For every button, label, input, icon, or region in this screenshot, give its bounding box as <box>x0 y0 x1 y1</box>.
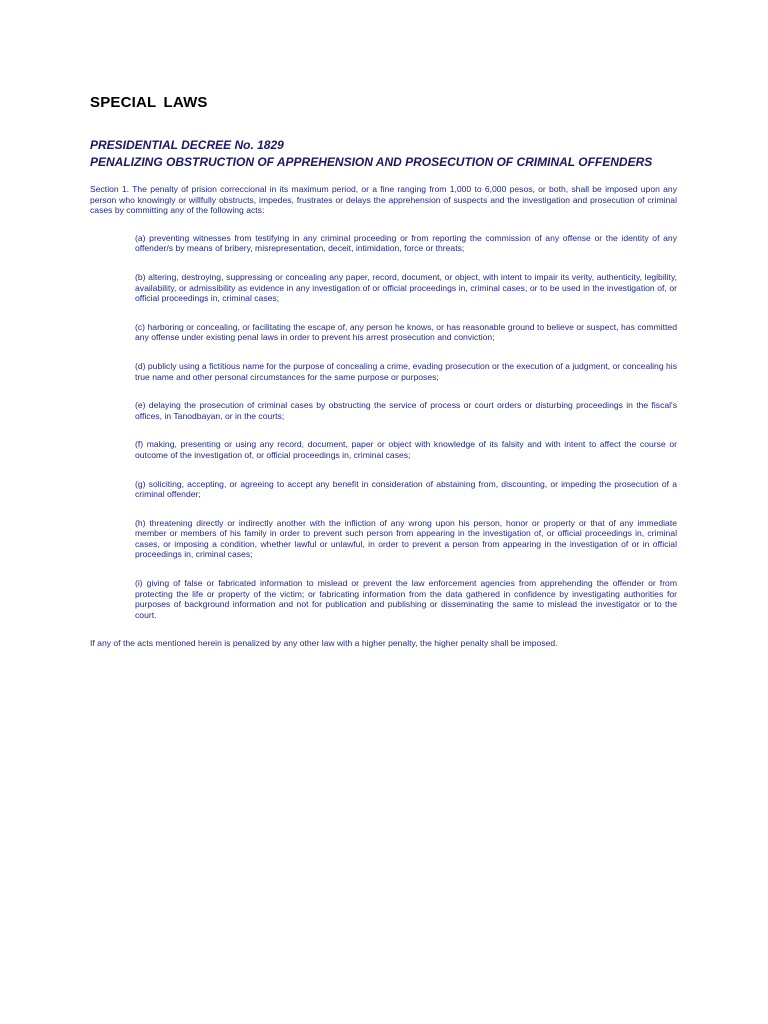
document-page <box>90 94 677 649</box>
list-item: (b) altering, destroying, suppressing or concealing any paper, record, document, or object, with intent to impair its verity, authenticity, legibility, availability, or admissibility as evidence in any investigation of or official proceedings in, criminal cases, or to be used in the investigation of, or official proceedings in, criminal cases; <box>135 271 677 304</box>
section-1-paragraph: Section 1. The penalty of prision correccional in its maximum period, or a fine ranging from 1,000 to 6,000 pesos, or both, shall be imposed upon any person who knowingly or willfully obstructs, impedes, frustrates or delays the apprehension of suspects and the investigation and prosecution of criminal cases by committing any of the following acts: <box>90 184 677 216</box>
decree-title: PENALIZING OBSTRUCTION OF APPREHENSION AND PROSECUTION OF CRIMINAL OFFENDERS <box>90 155 653 169</box>
list-item: (c) harboring or concealing, or facilitating the escape of, any person he knows, or has reasonable ground to believe or suspect, has committed any offense under existing penal laws in order to prevent his arrest prosecution and conviction; <box>135 321 677 343</box>
list-item: (i) giving of false or fabricated information to mislead or prevent the law enforcement agencies from apprehending the offender or from protecting the life or property of the victim; or fabricating information from the data gathered in confidence by investigating authorities for purposes of background information and not for publication and publishing or disseminating the same to mislead the investigator or to the court. <box>135 578 677 620</box>
decree-number: PRESIDENTIAL DECREE No. 1829 <box>90 138 284 152</box>
list-item: (e) delaying the prosecution of criminal cases by obstructing the service of process or court orders or disturbing proceedings in the fiscal's offices, in Tanodbayan, or in the courts; <box>135 400 677 421</box>
list-item: (g) soliciting, accepting, or agreeing to accept any benefit in consideration of abstaining from, discounting, or impeding the prosecution of a criminal offender; <box>135 478 677 500</box>
document-heading: SPECIAL LAWS <box>90 94 208 111</box>
list-item: (h) threatening directly or indirectly another with the infliction of any wrong upon his person, honor or property or that of any immediate member or members of his family in order to prevent such person from appearing in the investigation of, or official proceedings in, criminal cases, or imposing a condition, whether lawful or unlawful, in order to prevent a person from appearing in the investigation of or in official proceedings in, criminal cases; <box>135 517 677 560</box>
acts-list <box>135 233 677 621</box>
list-item: (d) publicly using a fictitious name for the purpose of concealing a crime, evading prosecution or the execution of a judgment, or concealing his true name and other personal circumstances for the same purpose or purposes; <box>135 360 677 382</box>
list-item: (a) preventing witnesses from testifying in any criminal proceeding or from reporting the commission of any offense or the identity of any offender/s by means of bribery, misrepresentation, deceit, intimidation, force or threats; <box>135 232 677 254</box>
closing-paragraph: If any of the acts mentioned herein is penalized by any other law with a higher penalty, the higher penalty shall be imposed. <box>90 638 558 649</box>
list-item: (f) making, presenting or using any record, document, paper or object with knowledge of its falsity and with intent to affect the course or outcome of the investigation of, or official proceedings in, criminal cases; <box>135 439 677 460</box>
